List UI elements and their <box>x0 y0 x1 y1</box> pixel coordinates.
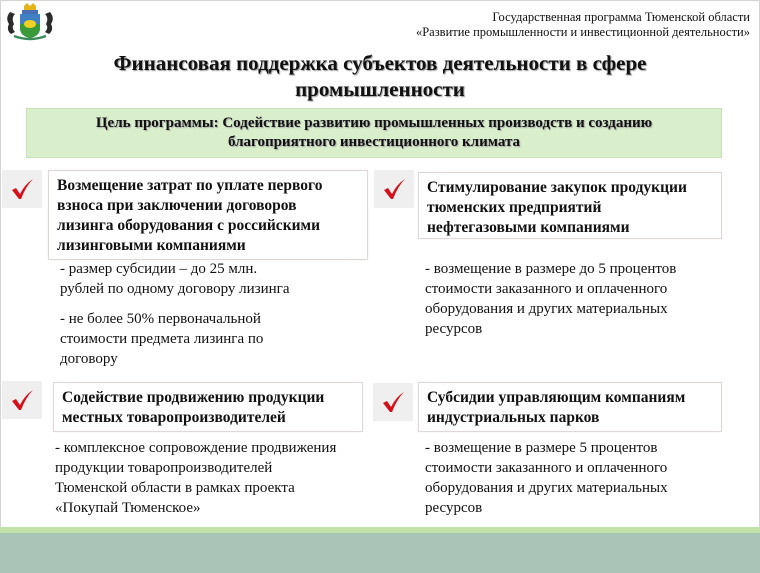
goal-line1: Цель программы: Содействие развитию промышленных производств и созданию <box>95 115 653 131</box>
detail-line: - комплексное сопровождение продвижения <box>55 440 337 456</box>
detail-line: ресурсов <box>425 321 483 337</box>
checkmark-tile <box>2 381 42 419</box>
checkmark-tile <box>2 170 42 208</box>
program-subtitle: «Развитие промышленности и инвестиционной деятельности» <box>415 25 750 39</box>
detail-line: договору <box>60 351 118 367</box>
detail-line: стоимости заказанного и оплаченного <box>425 460 668 476</box>
detail-line: продукции товаропроизводителей <box>55 460 273 476</box>
measure-card-leasing <box>48 170 368 260</box>
tyumen-coat-of-arms-icon <box>4 2 56 42</box>
measure-title-line: индустриальных парков <box>427 409 600 426</box>
page-title <box>60 50 700 102</box>
measure-card-local-producers <box>53 382 363 432</box>
measure-details-local-producers <box>55 438 336 518</box>
measure-details-oilgas-procurement <box>425 259 676 339</box>
program-header <box>416 10 750 40</box>
detail-line: «Покупай Тюменское» <box>55 500 201 516</box>
checkmark-tile <box>373 383 413 421</box>
measure-title-line: взноса при заключении договоров <box>57 197 297 214</box>
checkmark-icon <box>10 178 34 200</box>
detail-line: стоимости заказанного и оплаченного <box>425 281 668 297</box>
measure-title-line: тюменских предприятий <box>427 199 602 216</box>
detail-line: ресурсов <box>425 500 483 516</box>
detail-line: - не более 50% первоначальной <box>60 311 261 327</box>
footer-band <box>0 533 760 573</box>
measure-title-line: нефтегазовыми компаниями <box>427 219 630 236</box>
measure-title-line: Субсидии управляющим компаниям <box>427 389 686 406</box>
measure-title-line: Содействие продвижению продукции <box>62 389 325 406</box>
checkmark-icon <box>381 391 405 413</box>
checkmark-icon <box>10 389 34 411</box>
detail-line: стоимости предмета лизинга по <box>60 331 264 347</box>
measure-title-line: лизинга оборудования с российскими <box>57 217 321 234</box>
program-goal-box <box>26 108 722 158</box>
detail-line: - возмещение в размере до 5 процентов <box>425 261 677 277</box>
program-name: Государственная программа Тюменской области <box>492 10 750 24</box>
goal-line2: благоприятного инвестиционного климата <box>227 134 521 150</box>
measure-details-industrial-parks <box>425 438 668 518</box>
checkmark-icon <box>382 178 406 200</box>
measure-details-leasing <box>60 259 290 369</box>
page-title-line2: промышленности <box>295 77 465 101</box>
detail-line: - размер субсидии – до 25 млн. <box>60 261 258 277</box>
detail-line: оборудования и других материальных <box>425 301 668 317</box>
detail-line: рублей по одному договору лизинга <box>60 281 290 297</box>
detail-line: оборудования и других материальных <box>425 480 668 496</box>
measure-card-oilgas-procurement <box>418 172 722 239</box>
measure-title-line: местных товаропроизводителей <box>62 409 286 426</box>
checkmark-tile <box>374 170 414 208</box>
page-title-line1: Финансовая поддержка субъектов деятельности в сфере <box>113 51 647 75</box>
measure-title-line: Стимулирование закупок продукции <box>427 179 687 196</box>
measure-title-line: Возмещение затрат по уплате первого <box>57 177 323 194</box>
detail-line: Тюменской области в рамках проекта <box>55 480 295 496</box>
measure-title-line: лизинговыми компаниями <box>57 237 246 254</box>
detail-line: - возмещение в размере 5 процентов <box>425 440 658 456</box>
measure-card-industrial-parks <box>418 382 722 432</box>
